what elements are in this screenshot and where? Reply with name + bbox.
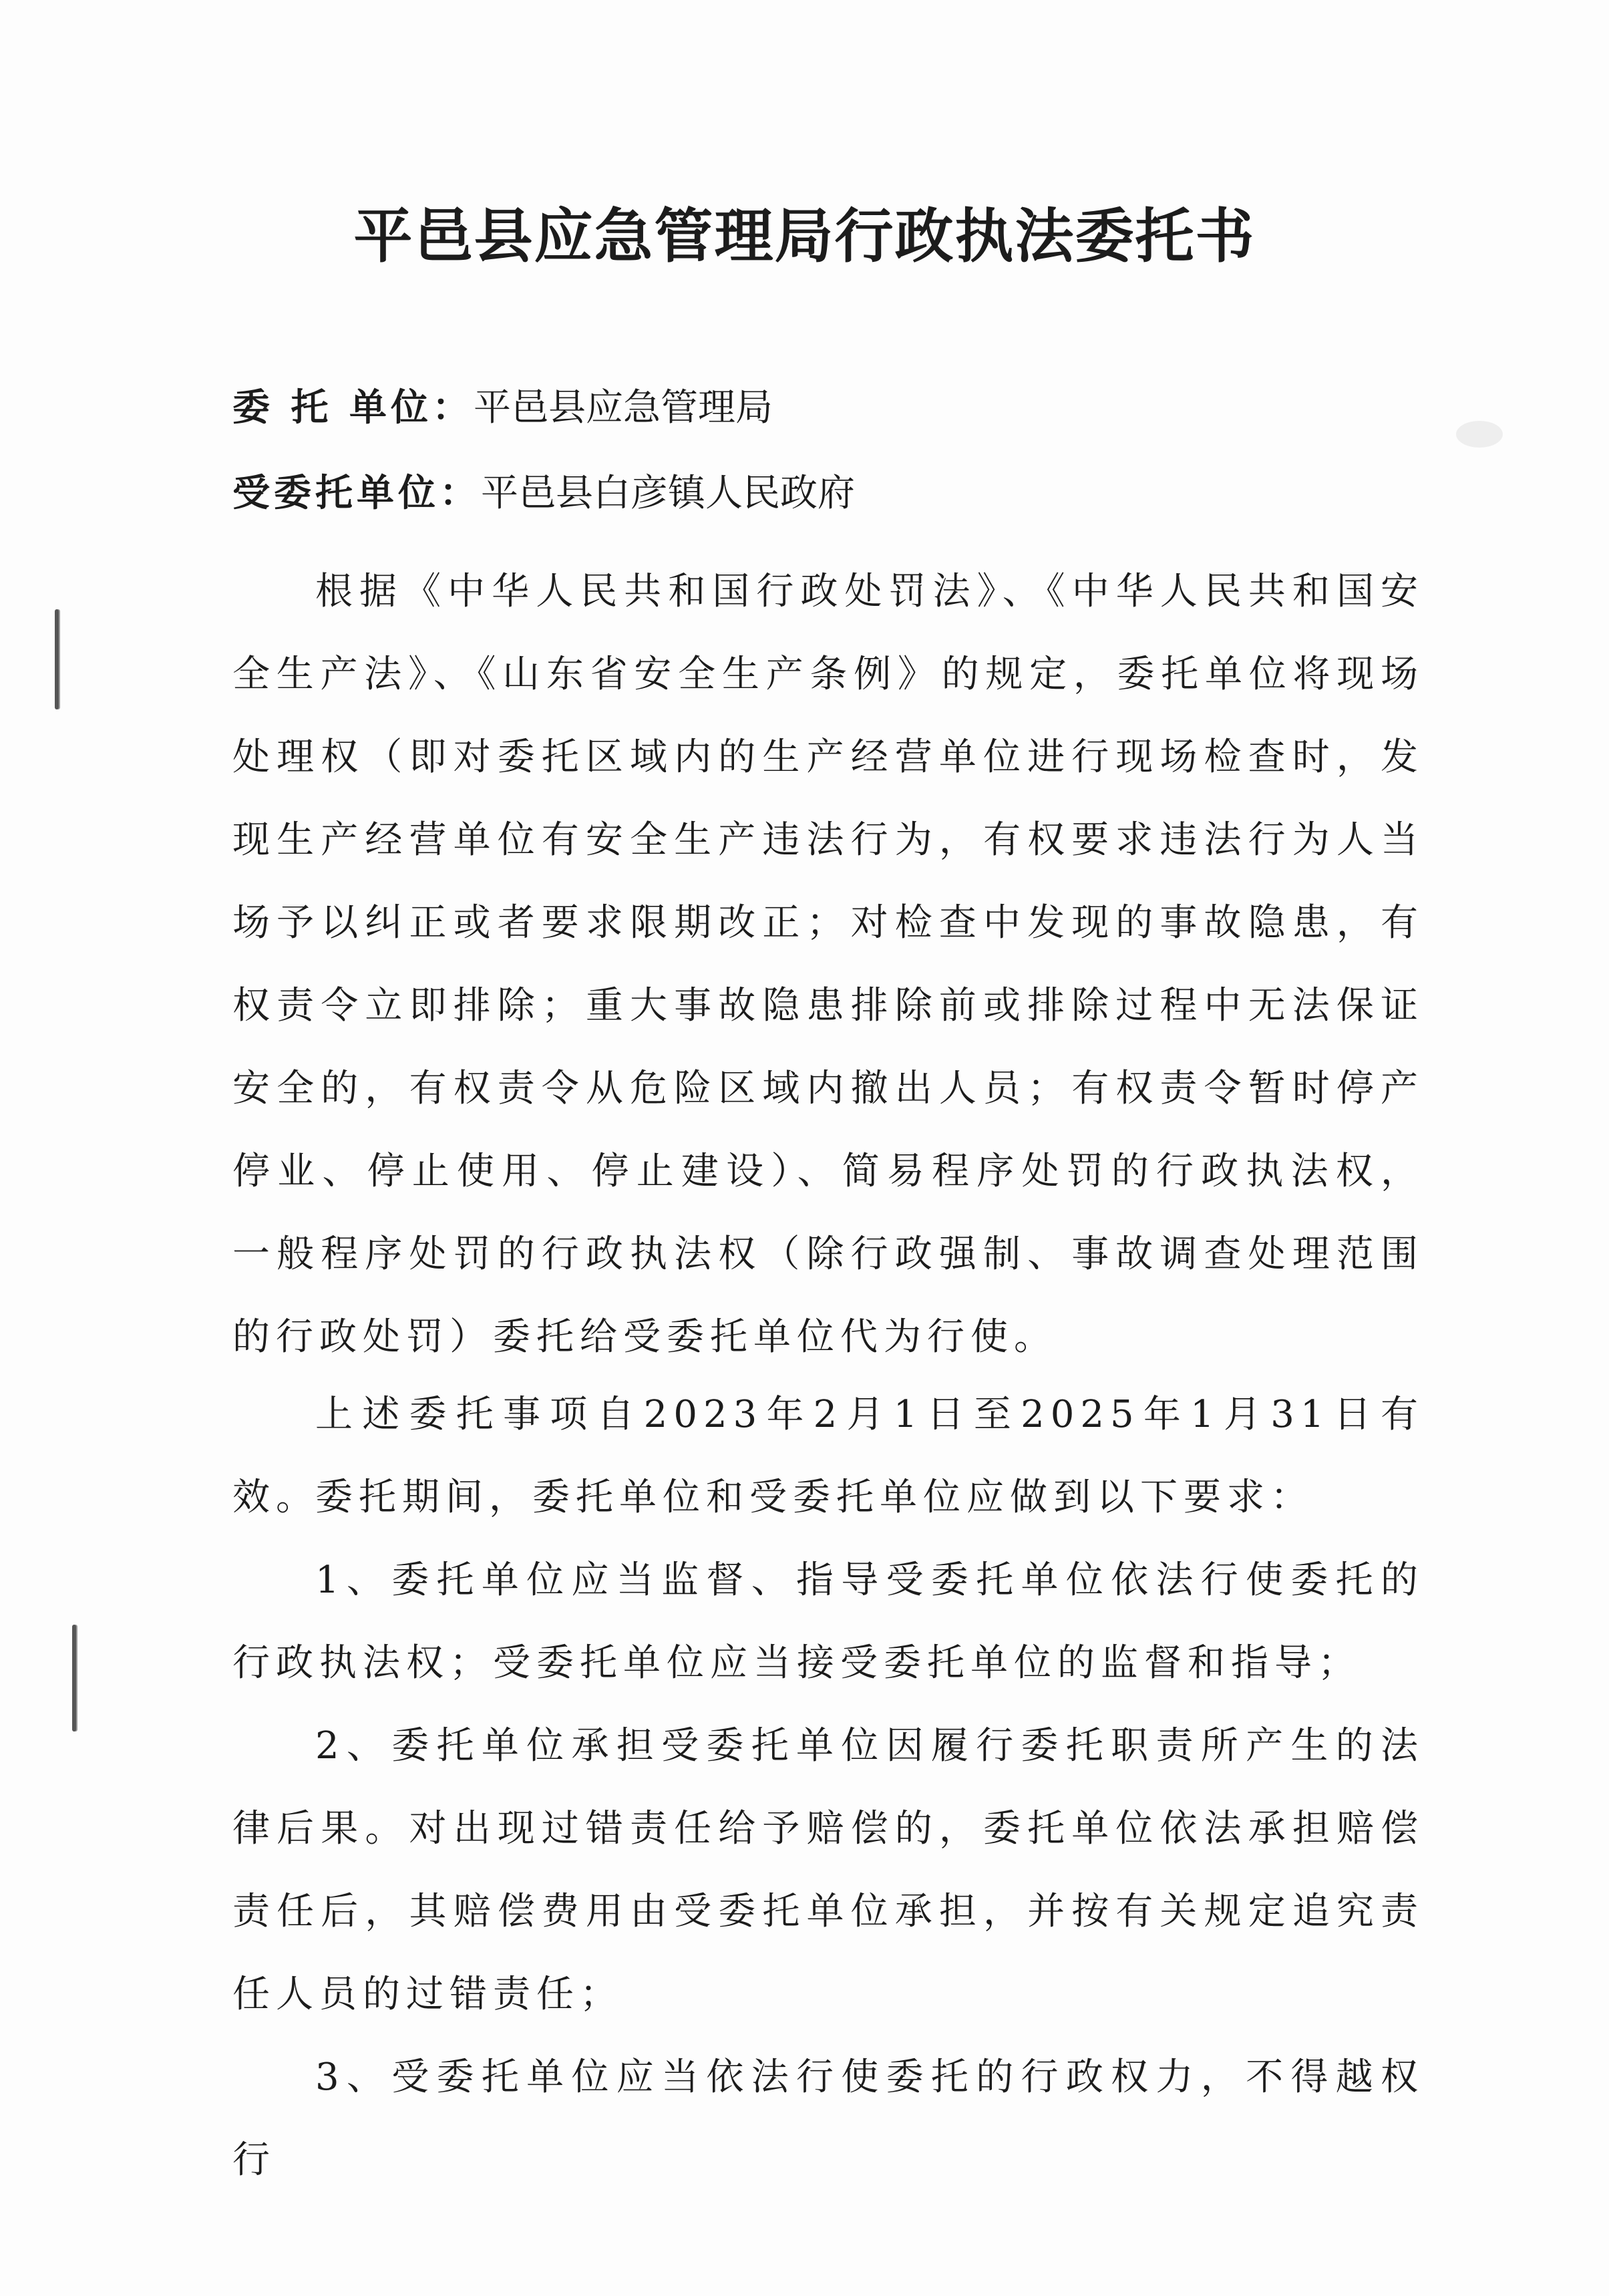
principal-line [232, 381, 773, 435]
paper-speck [1456, 421, 1503, 448]
document-title: 平邑县应急管理局行政执法委托书 [353, 201, 1256, 271]
staple-mark [55, 609, 59, 709]
agent-label: 受委托单位： [232, 471, 481, 515]
requirements-intro: 委托期间，委托单位和受委托单位应做到以下要求： [315, 1476, 1314, 1519]
agent-line [232, 466, 855, 520]
basis-paragraph: 根据《中华人民共和国行政处罚法》、《中华人民共和国安全生产法》、《山东省安全生产条例》的规定，委托单位将现场处理权（即对委托区域内的生产经营单位进行现场检查时，发现生产经营单位有安全生产违法行为，有权要求违法行为人当场予以纠正或者要求限期改正；对检查中发现的事故隐患，有权责令立即排除；重大事故隐患排除前或排除过程中无法保证安全的，有权责令从危险区域内撤出人员；有权责令暂时停产停业、停止使用、停止建设）、简易程序处罚的行政执法权，一般程序处罚的行政执法权（除行政强制、事故调查处理范围的行政处罚）委托给受委托单位代为行使。 [232, 570, 1424, 1359]
principal-value: 平邑县应急管理局 [474, 386, 773, 430]
requirement-item-3: 3、受委托单位应当依法行使委托的行政权力，不得越权行 [232, 2056, 1424, 2182]
agent-value: 平邑县白彦镇人民政府 [481, 472, 855, 515]
requirement-item-1: 1、委托单位应当监督、指导受委托单位依法行使委托的行政执法权；受委托单位应当接受委托单位的监督和指导； [232, 1559, 1424, 1685]
validity-paragraph: 上述委托事项自2023年2月1日至2025年1月31日有效。 [232, 1393, 1424, 1519]
staple-mark [72, 1625, 76, 1732]
requirement-item-2: 2、委托单位承担受委托单位因履行委托职责所产生的法律后果。对出现过错责任给予赔偿的，委托单位依法承担赔偿责任后，其赔偿费用由受委托单位承担，并按有关规定追究责任人员的过错责任； [232, 1724, 1424, 2016]
principal-label: 委 托 单位： [232, 385, 474, 430]
